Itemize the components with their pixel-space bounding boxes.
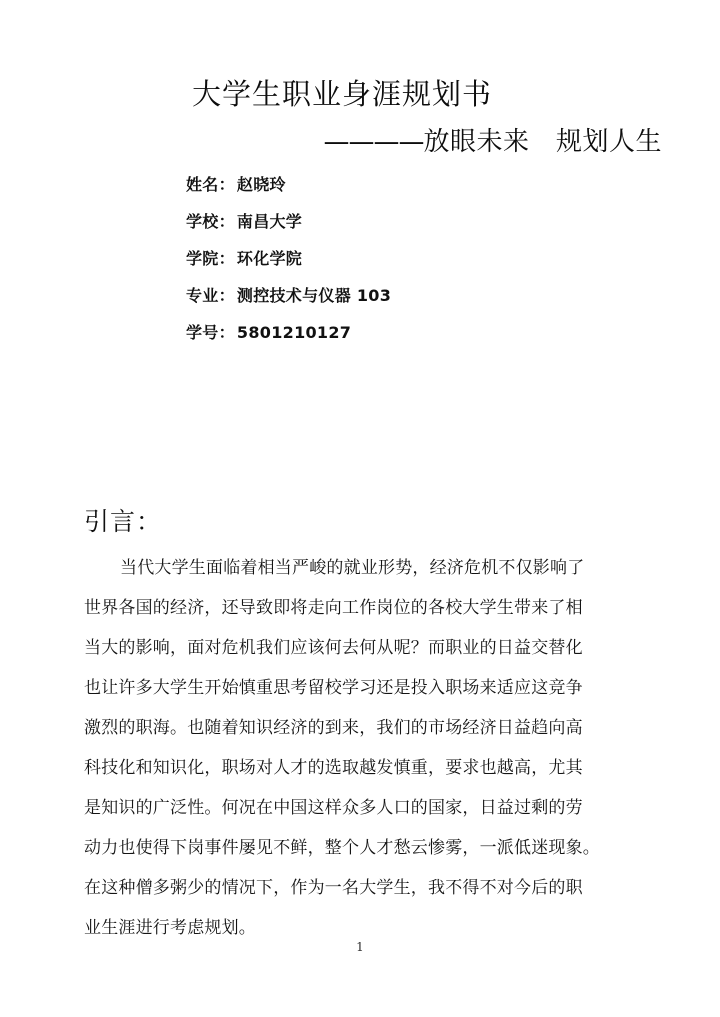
section-heading-introduction: 引言： (84, 507, 163, 536)
info-row-student-id (186, 320, 606, 357)
paragraph-line: 也让许多大学生开始慎重思考留校学习还是投入职场来适应这竞争 (84, 678, 583, 698)
student-info-block (186, 172, 606, 357)
info-label-name: 姓名： (186, 175, 235, 194)
page-number: 1 (356, 940, 364, 954)
info-value-college: 环化学院 (236, 249, 303, 268)
subtitle-dash: ———— (323, 127, 424, 157)
info-row-college (186, 246, 606, 283)
paragraph-line: 当大的影响，面对危机我们应该何去何从呢？而职业的日益交替化 (84, 638, 583, 658)
info-value-major: 测控技术与仪器 103 (236, 286, 392, 305)
title-block (0, 74, 720, 160)
info-row-school (186, 209, 606, 246)
paragraph-line: 业生涯进行考虑规划。 (84, 918, 256, 938)
info-label-major: 专业： (186, 286, 235, 305)
page-title: 大学生职业身涯规划书 (191, 77, 492, 111)
paragraph-line: 世界各国的经济，还导致即将走向工作岗位的各校大学生带来了相 (84, 598, 583, 618)
paragraph-line: 动力也使得下岗事件屡见不鲜，整个人才愁云惨雾，一派低迷现象。 (84, 838, 600, 858)
info-value-name: 赵晓玲 (236, 175, 286, 194)
info-row-name (186, 172, 606, 209)
paragraph-line: 科技化和知识化，职场对人才的选取越发慎重，要求也越高，尤其 (84, 758, 583, 778)
paragraph-line: 当代大学生面临着相当严峻的就业形势，经济危机不仅影响了 (120, 558, 585, 578)
paragraph-line: 激烈的职海。也随着知识经济的到来，我们的市场经济日益趋向高 (84, 718, 583, 738)
document-subtitle (0, 124, 720, 160)
info-label-school: 学校： (186, 212, 235, 231)
info-value-school: 南昌大学 (236, 212, 303, 231)
introduction-paragraph (84, 548, 640, 948)
subtitle-text: 放眼未来 规划人生 (423, 127, 662, 157)
info-label-college: 学院： (186, 249, 235, 268)
info-value-student-id: 5801210127 (236, 323, 352, 342)
paragraph-line: 是知识的广泛性。何况在中国这样众多人口的国家，日益过剩的劳 (84, 798, 583, 818)
paragraph-line: 在这种僧多粥少的情况下，作为一名大学生，我不得不对今后的职 (84, 878, 583, 898)
info-label-student-id: 学号： (186, 323, 235, 342)
info-row-major (186, 283, 606, 320)
